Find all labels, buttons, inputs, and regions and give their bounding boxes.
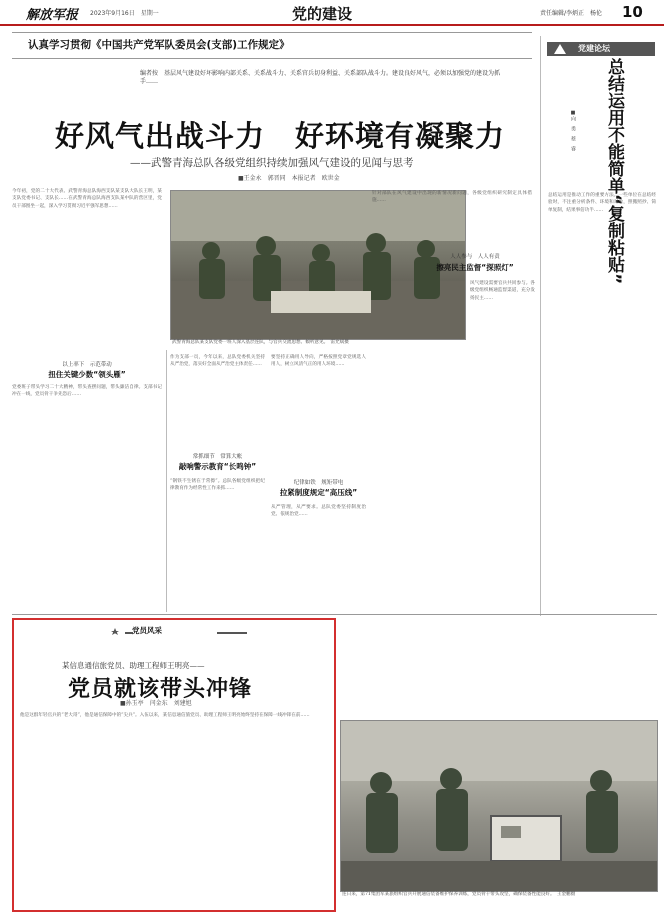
section-kicker-3: 纪律如铁 规矩带电 <box>293 480 344 486</box>
body-text-col1: 今年初，党的二十大代表、武警青海总队海西支队某支队大队长王明，某支队党委书记、支队长……在武警青海总队海西支队某中队的营区里，党员干部围坐一起，深入学习贯彻习近平强军思想…… <box>12 189 162 209</box>
editor-note: 编者按 基层风气建设好坏影响内部关系、关系战斗力、关系官兵切身利益、关系部队战斗力。建设良好风气，必须以加强党的建设为抓手…… <box>140 70 501 85</box>
section-title-2: 敲响警示教育“长鸣钟” <box>178 462 257 471</box>
main-deck: ——武警青海总队各级党组织持续加强风气建设的见闻与思考 <box>130 157 414 169</box>
body-text-col4b: 风气建设需要官兵共同参与。各级党组织畅通监督渠道，充分发扬民主…… <box>470 281 535 301</box>
photo-caption-2: 连日来，第71集团军某旅组织官兵开展通信装备维护保养训练，党员骨干带头攻坚，确保装备性能良好。 王金鹏摄 <box>342 892 576 897</box>
section-title-3: 拉紧制度规定“高压线” <box>279 488 358 497</box>
star-icon <box>554 44 566 54</box>
body-text-col2: 作为支部一员，今年以来，总队党委机关坚持从严治党，落实好全面从严治党主体责任…… <box>170 355 265 368</box>
side-divider <box>540 36 541 616</box>
body-text-col4: 针对部队在风气建设中出现的新情况新问题，各级党组织研究制定具体措施…… <box>372 191 532 204</box>
column-body-text: 总结运用是推动工作的重要方法。一些单位在总结经验时，不注重分析条件、环境和对象，照搬照抄、简单复制，结果事倍功半…… <box>548 193 656 213</box>
top-kicker: 认真学习贯彻《中国共产党军队委员会(支部)工作规定》 <box>28 39 290 51</box>
feature-headline: 党员就该带头冲锋 <box>68 677 253 702</box>
section-title: 党的建设 <box>292 5 353 23</box>
equipment-photo-illustration <box>341 721 657 891</box>
feature-banner <box>100 624 250 636</box>
column-author: ■向 勇 蔡 睿 <box>570 110 576 151</box>
main-byline: ■王金永 郭晋同 本报记者 欧世金 <box>238 175 340 182</box>
feature-kicker: 某信息通信旅党员、助理工程师王明亮—— <box>62 661 205 670</box>
feature-banner-graphic <box>100 627 250 639</box>
photo-caption-1: 武警青海总队某支队党委一班人深入基层连队，与官兵交流思想、倾听意见。 雷允斌摄 <box>172 340 349 345</box>
side-banner-label: 党建论坛 <box>578 44 610 53</box>
feature-byline: ■孙玉亭 闫金东 刘建旭 <box>120 700 192 707</box>
editors-line: 责任编辑/李炳正 杨伦 <box>540 10 603 17</box>
body-text-col3: 要坚持正确用人导向，严格按照党章党规选人用人，树立风清气正的用人环境…… <box>271 355 366 368</box>
newspaper-brand: 解放军报 <box>26 8 79 23</box>
section-title-4: 擦亮民主监督“探照灯” <box>436 263 514 272</box>
section-title-1: 扭住关键少数“领头雁” <box>48 370 126 379</box>
feature-banner-label: 党员风采 <box>132 626 162 635</box>
kicker-rule <box>12 58 532 59</box>
section-kicker-2: 常抓细节 常算大帐 <box>192 454 243 460</box>
body-text-col2b: “钢铁不生锈在于常擦”。总队各级党组织把纪律教育作为经常性工作来抓…… <box>170 479 265 492</box>
body-text-col1b: 党委班子带头学习二十大精神，带头查摆问题，带头廉洁自律。支部书记冲在一线，党员骨干争先恐后…… <box>12 385 162 398</box>
equipment-photo <box>340 720 658 892</box>
dateline: 2023年9月16日 星期一 <box>90 10 159 17</box>
feature-body-text: 他是这群年轻官兵的“老大哥”，他是通信保障中的“尖兵”。入伍以来，某信息通信旅党员、助理工程师王明亮始终坚持在保障一线冲锋在前…… <box>20 713 310 718</box>
body-text-col3b: 从严管理，从严要求。总队党委坚持制度治党、依规治党…… <box>271 505 366 518</box>
column-title: 总结运用不能简单“复制粘贴” <box>604 58 624 285</box>
section-kicker-1: 以上率下 示范带动 <box>62 362 112 368</box>
page-number: 10 <box>622 3 643 21</box>
section-kicker-4: 人人参与 人人有责 <box>450 254 500 260</box>
top-rule <box>12 32 532 33</box>
bottom-section-rule <box>12 614 657 615</box>
main-headline: 好风气出战斗力 好环境有凝聚力 <box>55 119 506 153</box>
column-divider <box>166 350 167 612</box>
